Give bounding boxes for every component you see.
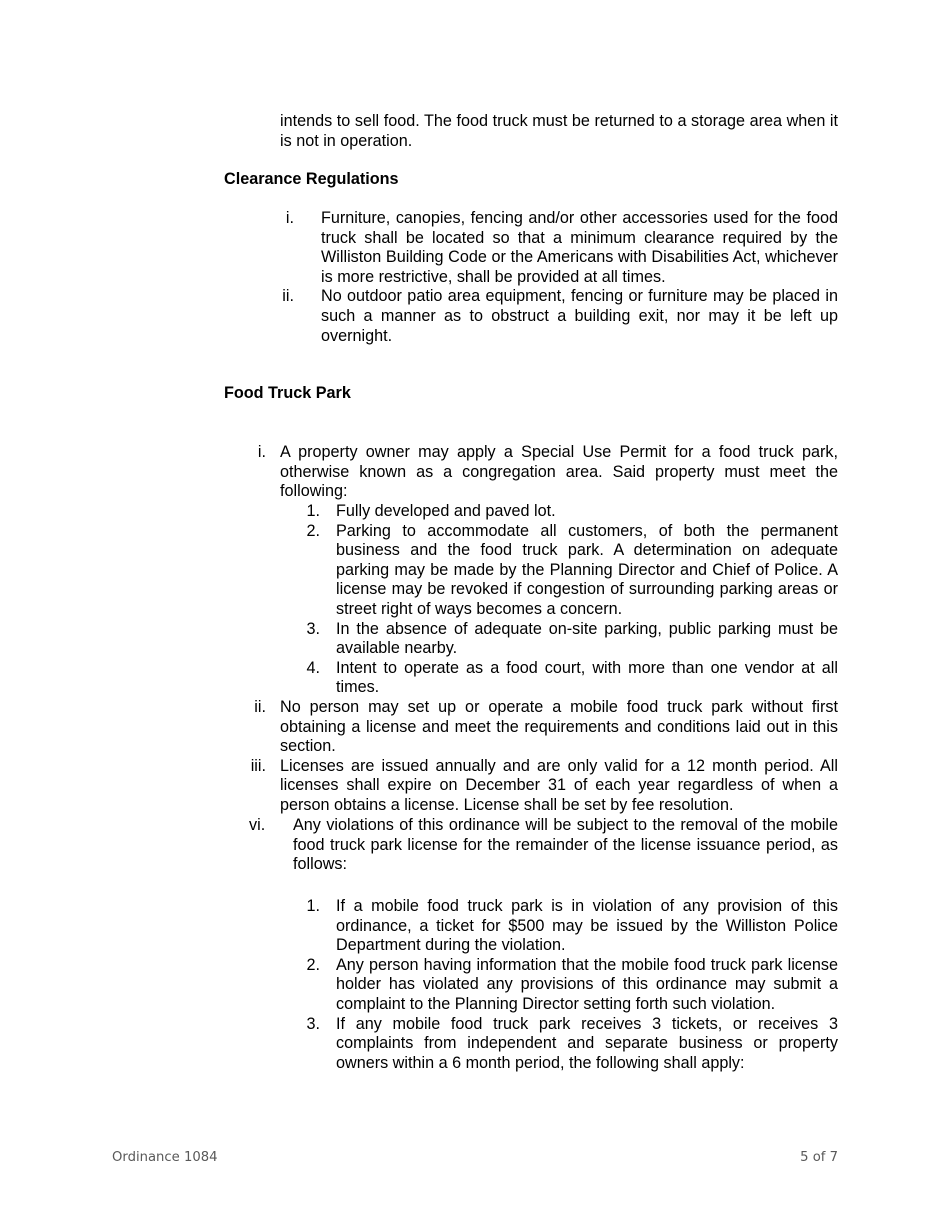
list-item-text: Furniture, canopies, fencing and/or other accessories used for the food truck shall be located so that a minimum clearance required by the Williston Building Code or the Americans with Disabilities Act, whichever is more restrictive, shall be provided at all times. [321, 209, 838, 286]
list-item [306, 619, 838, 659]
list-item [306, 955, 838, 1015]
clearance-list [280, 209, 838, 346]
list-item [280, 287, 838, 346]
park-item-i [257, 443, 838, 502]
list-item [306, 1014, 838, 1074]
list-marker: vi. [249, 816, 266, 834]
list-item-text: Intent to operate as a food court, with more than one vendor at all times. [336, 658, 838, 697]
list-item-text: No person may set up or operate a mobile food truck park without first obtaining a license and meet the requirements and conditions laid out in this section. [280, 698, 838, 756]
list-item [306, 521, 838, 620]
footer-page-number: 5 of 7 [800, 1150, 838, 1165]
list-item-text: Any violations of this ordinance will be subject to the removal of the mobile food truck park license for the remainder of the license issuance period, as follows: [293, 816, 838, 874]
park-item-vi-sublist [306, 897, 838, 1073]
list-item-text: A property owner may apply a Special Use Permit for a food truck park, otherwise known as a congregation area. Said property must meet the following: [280, 443, 838, 501]
park-item-vi [249, 816, 838, 875]
list-item [280, 209, 838, 287]
list-item [306, 502, 838, 522]
list-marker: ii. [282, 287, 294, 306]
list-marker: iii. [250, 756, 266, 775]
list-item-text: Any person having information that the mobile food truck park license holder has violated any provisions of this ordinance may submit a complaint to the Planning Director setting forth such violation. [336, 955, 838, 1013]
list-item-text: No outdoor patio area equipment, fencing or furniture may be placed in such a manner as to obstruct a building exit, nor may it be left up overnight. [321, 287, 838, 345]
list-marker: 2. [306, 955, 320, 974]
list-item [249, 816, 838, 875]
list-marker: 4. [306, 658, 320, 677]
clearance-heading: Clearance Regulations [224, 170, 399, 188]
list-item [306, 897, 838, 956]
food-truck-park-heading: Food Truck Park [224, 384, 351, 402]
park-item-i-sublist [306, 502, 838, 698]
list-marker: 2. [306, 521, 320, 540]
list-item-text: If a mobile food truck park is in violation of any provision of this ordinance, a ticket for $500 may be issued by the Williston Police Department during the violation. [336, 897, 838, 955]
list-marker: ii. [254, 698, 266, 716]
list-marker: 3. [306, 1014, 320, 1033]
list-marker: 1. [306, 897, 320, 915]
list-item-text: Parking to accommodate all customers, of both the permanent business and the food truck park. A determination on adequate parking may be made by the Planning Director and Chief of Police. A license may be revoked if congestion of surrounding parking areas or street right of ways becomes a concern. [336, 521, 838, 618]
list-item-text: In the absence of adequate on-site parking, public parking must be available nearby. [336, 619, 838, 658]
intro-paragraph: intends to sell food. The food truck must be returned to a storage area when it is not in operation. [280, 112, 838, 150]
list-item-text: If any mobile food truck park receives 3 tickets, or receives 3 complaints from independent and separate business or property owners within a 6 month period, the following shall apply: [336, 1014, 838, 1072]
list-item [306, 658, 838, 698]
list-item [250, 756, 838, 816]
list-marker: i. [285, 209, 294, 227]
list-item [254, 698, 838, 757]
list-item-text: Licenses are issued annually and are only valid for a 12 month period. All licenses shall expire on December 31 of each year regardless of when a person obtains a license. License shall be set by fee resolution. [280, 756, 838, 814]
list-item-text: Fully developed and paved lot. [336, 502, 556, 520]
list-marker: 1. [306, 502, 320, 520]
list-marker: 3. [306, 619, 320, 638]
list-item [257, 443, 838, 502]
list-marker: i. [257, 443, 266, 461]
park-items-ii-iii [250, 698, 838, 816]
footer-ordinance-number: Ordinance 1084 [112, 1150, 218, 1165]
